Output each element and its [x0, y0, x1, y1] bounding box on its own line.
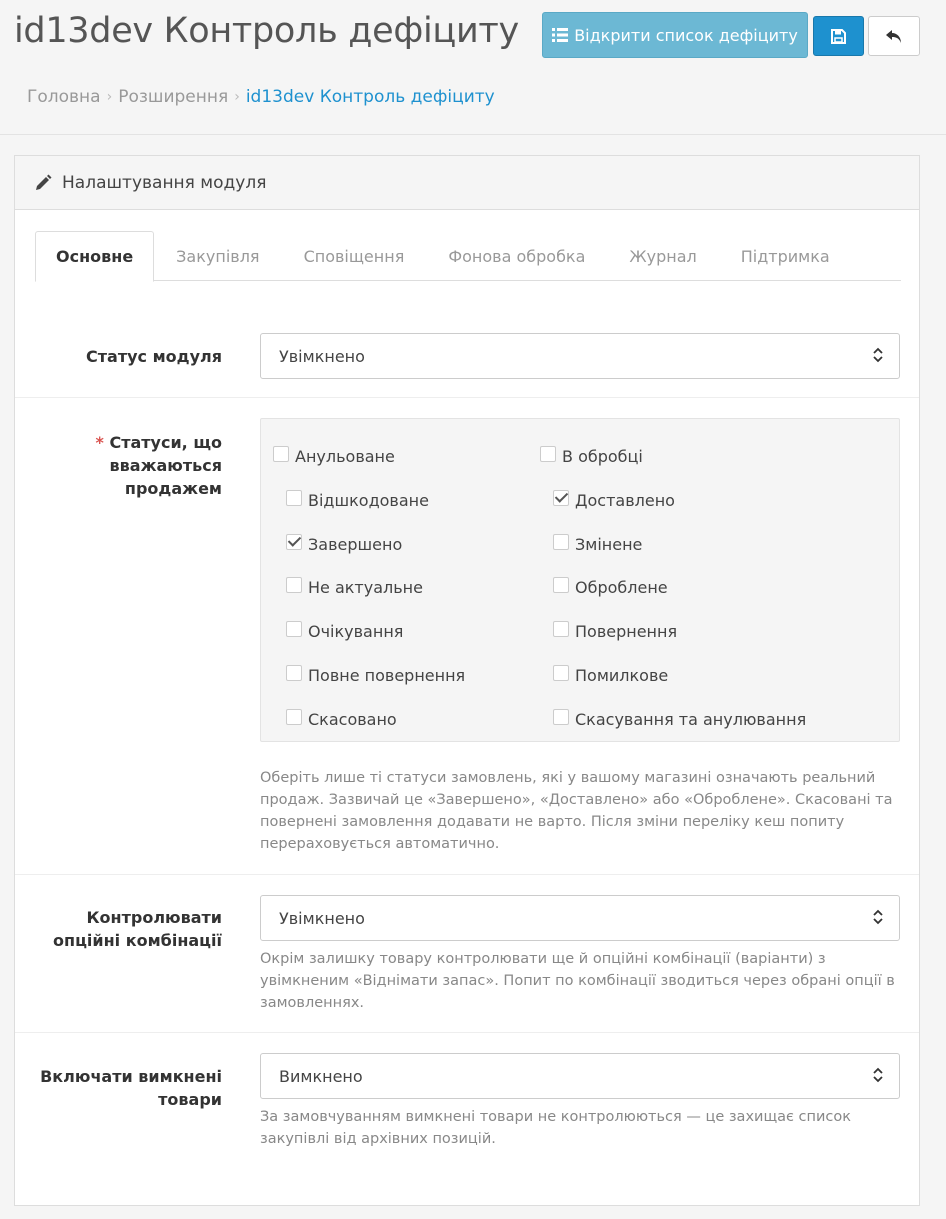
- pencil-icon: [35, 174, 52, 191]
- breadcrumb-current[interactable]: id13dev Контроль дефіциту: [245, 87, 495, 107]
- status-option[interactable]: [553, 491, 675, 510]
- status-checkbox[interactable]: [553, 621, 569, 637]
- save-button[interactable]: [813, 16, 864, 56]
- sale-statuses-label-line2: вважаються: [109, 456, 222, 475]
- status-option[interactable]: [286, 491, 429, 510]
- tab-support[interactable]: Підтримка: [740, 246, 830, 266]
- status-checkbox[interactable]: [540, 446, 556, 462]
- control-options-help: Окрім залишку товару контролювати ще й опційні комбінації (варіанти) з увімкненим «Віднімати запас». Попит по комбінації зводиться через обрані опції в замовленнях.: [260, 951, 895, 1011]
- status-checkbox[interactable]: [553, 490, 569, 506]
- include-disabled-label-line2: товари: [158, 1090, 222, 1109]
- status-option[interactable]: [553, 622, 677, 641]
- tab-general[interactable]: Основне: [35, 231, 154, 282]
- status-option-label: Скасовано: [308, 710, 397, 729]
- status-checkbox[interactable]: [553, 665, 569, 681]
- status-option[interactable]: [273, 447, 395, 466]
- sale-statuses-label-line1: Статуси, що: [109, 433, 222, 452]
- settings-panel: [14, 155, 920, 1206]
- status-option-label: Скасування та анулювання: [575, 710, 807, 729]
- select-arrows-icon: [873, 909, 883, 925]
- status-option[interactable]: [553, 578, 668, 597]
- include-disabled-select[interactable]: [260, 1053, 900, 1099]
- status-option[interactable]: [553, 535, 642, 554]
- control-options-value: Увімкнено: [279, 908, 365, 928]
- status-option[interactable]: [286, 710, 397, 729]
- status-option[interactable]: [553, 710, 806, 729]
- reply-icon: [885, 29, 903, 44]
- status-option-label: Повне повернення: [308, 666, 466, 685]
- status-checkbox[interactable]: [286, 534, 302, 550]
- list-icon: [552, 28, 568, 42]
- control-options-row: [15, 875, 919, 1033]
- status-option[interactable]: [286, 535, 402, 554]
- status-option-label: Оброблене: [575, 578, 668, 597]
- required-mark: *: [95, 433, 104, 452]
- status-option[interactable]: [286, 578, 423, 597]
- include-disabled-value: Вимкнено: [279, 1066, 363, 1086]
- include-disabled-help: За замовчуванням вимкнені товари не контролюються — це захищає список закупівлі від архівних позицій.: [260, 1109, 852, 1147]
- status-checkbox[interactable]: [286, 665, 302, 681]
- breadcrumb: [27, 87, 495, 107]
- module-status-row: [15, 316, 919, 398]
- open-deficit-list-button[interactable]: [542, 12, 808, 58]
- status-checkbox[interactable]: [286, 490, 302, 506]
- tab-bar: [35, 231, 901, 281]
- status-option-label: Завершено: [308, 535, 403, 554]
- include-disabled-label: [40, 1065, 222, 1111]
- breadcrumb-extensions[interactable]: Розширення: [118, 87, 229, 107]
- status-option-label: Очікування: [308, 622, 404, 641]
- tab-notifications[interactable]: Сповіщення: [303, 246, 405, 266]
- sale-statuses-label-line3: продажем: [124, 479, 222, 498]
- tab-purchasing[interactable]: Закупівля: [176, 246, 260, 266]
- back-button[interactable]: [868, 16, 920, 56]
- page-title: id13dev Контроль дефіциту: [14, 11, 519, 51]
- open-deficit-list-label: Відкрити список дефіциту: [574, 25, 798, 45]
- status-checkbox[interactable]: [286, 621, 302, 637]
- page-header: [0, 0, 946, 135]
- breadcrumb-home[interactable]: Головна: [27, 87, 101, 107]
- status-checkbox[interactable]: [273, 446, 289, 462]
- status-checkbox[interactable]: [553, 577, 569, 593]
- select-arrows-icon: [873, 347, 883, 363]
- include-disabled-label-line1: Включати вимкнені: [40, 1067, 222, 1086]
- control-options-select[interactable]: [260, 895, 900, 941]
- sale-statuses-row: [15, 398, 919, 875]
- status-checkbox-list: [260, 418, 900, 742]
- status-option-label: Відшкодоване: [308, 491, 429, 510]
- breadcrumb-separator: ›: [234, 89, 240, 105]
- status-checkbox[interactable]: [553, 709, 569, 725]
- status-checkbox[interactable]: [286, 577, 302, 593]
- status-option[interactable]: [553, 666, 668, 685]
- status-option-label: Повернення: [575, 622, 678, 641]
- status-option-label: Помилкове: [575, 666, 669, 685]
- panel-title: Налаштування модуля: [62, 172, 267, 193]
- sale-statuses-help: Оберіть лише ті статуси замовлень, які у вашому магазині означають реальний продаж. Зазвичай це «Завершено», «Доставлено» або «Оброблене». Скасовані та повернені замовлення додавати не варто. Після зміни переліку кеш попиту перераховується автоматично.: [260, 770, 893, 852]
- include-disabled-row: [15, 1033, 919, 1183]
- panel-heading: [15, 156, 919, 210]
- status-checkbox[interactable]: [553, 534, 569, 550]
- control-options-label: [53, 906, 222, 952]
- module-status-label: Статус модуля: [86, 347, 222, 366]
- tab-log[interactable]: Журнал: [629, 246, 697, 266]
- module-status-value: Увімкнено: [279, 346, 365, 366]
- status-option[interactable]: [286, 666, 465, 685]
- status-checkbox[interactable]: [286, 709, 302, 725]
- save-icon: [831, 29, 846, 44]
- status-option-label: Змінене: [575, 535, 643, 554]
- module-status-select[interactable]: [260, 333, 900, 379]
- status-option[interactable]: [286, 622, 403, 641]
- control-options-label-line2: опційні комбінації: [53, 931, 222, 950]
- status-option[interactable]: [540, 447, 643, 466]
- status-option-label: Не актуальне: [308, 578, 423, 597]
- status-option-label: В обробці: [562, 447, 643, 466]
- control-options-label-line1: Контролювати: [86, 908, 222, 927]
- status-option-label: Анульоване: [295, 447, 395, 466]
- breadcrumb-separator: ›: [106, 89, 113, 105]
- tab-background[interactable]: Фонова обробка: [448, 246, 586, 266]
- select-arrows-icon: [873, 1067, 883, 1083]
- sale-statuses-label: [96, 431, 223, 500]
- status-option-label: Доставлено: [575, 491, 675, 510]
